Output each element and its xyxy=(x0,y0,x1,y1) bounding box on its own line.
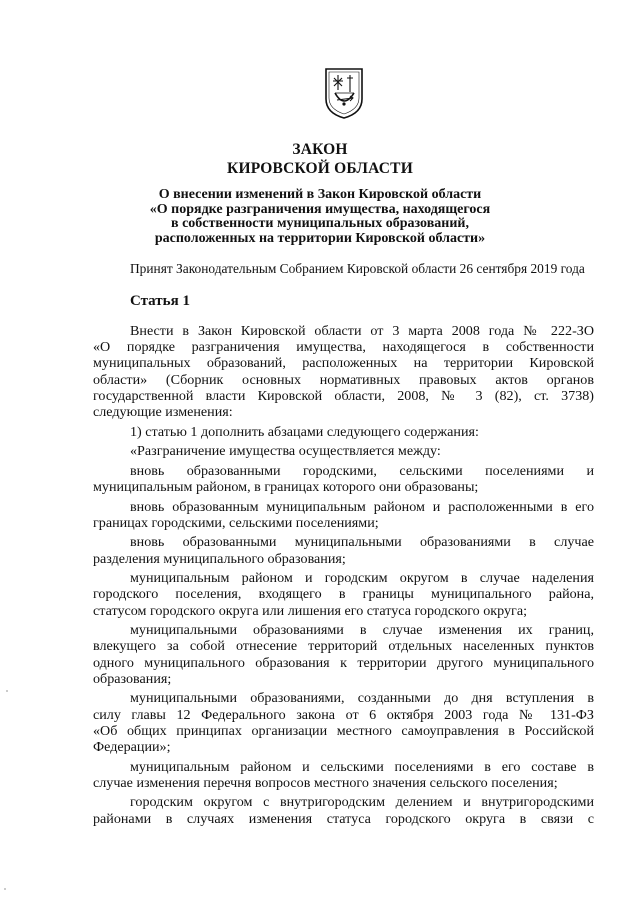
paragraph-new-district xyxy=(93,499,594,531)
paragraph-amendment-intro xyxy=(93,323,594,420)
paragraph-division xyxy=(93,534,594,566)
adoption-note: Принят Законодательным Собранием Кировской области 26 сентября 2019 года xyxy=(130,261,585,276)
paragraph-new-settlements xyxy=(93,463,594,495)
text-line: «О порядке разграничения имущества, находящегося в собственности xyxy=(93,339,594,356)
text-line: Внести в Закон Кировской области от 3 марта 2008 года № 222-ЗО xyxy=(130,323,594,339)
law-subtitle-line-4: расположенных на территории Кировской области» xyxy=(154,230,486,246)
law-subtitle-line-1: О внесении изменений в Закон Кировской области xyxy=(158,187,482,202)
coat-of-arms-emblem xyxy=(323,66,365,120)
text-line: муниципальных образований, расположенных на территории Кировской xyxy=(93,355,594,372)
scan-speck xyxy=(4,888,6,890)
text-line: влекущего за собой отнесение территорий отдельных населенных пунктов xyxy=(93,638,594,655)
text-line: Федерации»; xyxy=(93,739,171,755)
text-line: муниципальными образованиями в случае изменения их границ, xyxy=(130,622,594,639)
text-line: муниципальным районом, в границах которого они образованы; xyxy=(93,479,479,495)
text-line: 1) статью 1 дополнить абзацами следующего содержания: xyxy=(130,423,479,440)
text-line: «Разграничение имущества осуществляется между: xyxy=(130,443,441,460)
text-line: муниципальными образованиями, созданными до дня вступления в xyxy=(130,690,594,707)
text-line: городского поселения, входящего в границы муниципального района, xyxy=(93,586,594,603)
text-line: городским округом с внутригородским делением и внутригородскими xyxy=(130,794,594,811)
paragraph-intracity-division xyxy=(93,794,594,826)
text-line: государственной власти Кировской области, 2008, № 3 (82), ст. 3738) xyxy=(93,387,594,404)
text-line: разделения муниципального образования; xyxy=(93,550,346,567)
law-subtitle-line-2: «О порядке разграничения имущества, находящегося xyxy=(149,201,491,217)
law-title-line-1: ЗАКОН xyxy=(292,141,348,158)
text-line: вновь образованными муниципальными образованиями в случае xyxy=(130,534,594,551)
article-body xyxy=(93,323,594,830)
law-title-line-2: КИРОВСКОЙ ОБЛАСТИ xyxy=(227,160,413,177)
text-line: районами в случаях изменения статуса городского округа в связи с xyxy=(93,810,594,827)
law-subtitle-line-3: в собственности муниципальных образований, xyxy=(171,216,469,231)
paragraph-local-issues xyxy=(93,759,594,791)
text-line: одного муниципального образования к территории другого муниципального xyxy=(93,654,594,671)
scan-speck xyxy=(6,690,8,692)
text-line: статусом городского округа или лишения его статуса городского округа; xyxy=(93,602,527,619)
text-line: области» (Сборник основных нормативных правовых актов органов xyxy=(93,371,594,388)
law-title xyxy=(0,140,640,178)
paragraph-federal-law xyxy=(93,690,594,755)
paragraph-city-district-status xyxy=(93,570,594,619)
text-line: вновь образованным муниципальным районом и расположенными в его xyxy=(130,498,594,515)
text-line: следующие изменения: xyxy=(93,404,233,421)
text-line: образования; xyxy=(93,670,172,687)
paragraph-border-change xyxy=(93,622,594,687)
text-line: муниципальным районом и сельскими поселениями в его составе в xyxy=(130,758,594,775)
text-line: муниципальным районом и городским округом в случае наделения xyxy=(130,570,594,587)
text-line: случае изменения перечня вопросов местного значения сельского поселения; xyxy=(93,774,558,791)
paragraph-item-1 xyxy=(93,424,594,440)
text-line: границах городскими, сельскими поселениями; xyxy=(93,514,379,531)
text-line: «Об общих принципах организации местного самоуправления в Российской xyxy=(93,722,594,739)
paragraph-distribution-intro xyxy=(93,443,594,459)
text-line: силу главы 12 Федерального закона от 6 октября 2003 года № 131-ФЗ xyxy=(93,706,594,723)
text-line: вновь образованными городскими, сельскими поселениями и xyxy=(130,462,594,479)
article-heading: Статья 1 xyxy=(130,293,190,309)
law-subtitle xyxy=(0,188,640,246)
